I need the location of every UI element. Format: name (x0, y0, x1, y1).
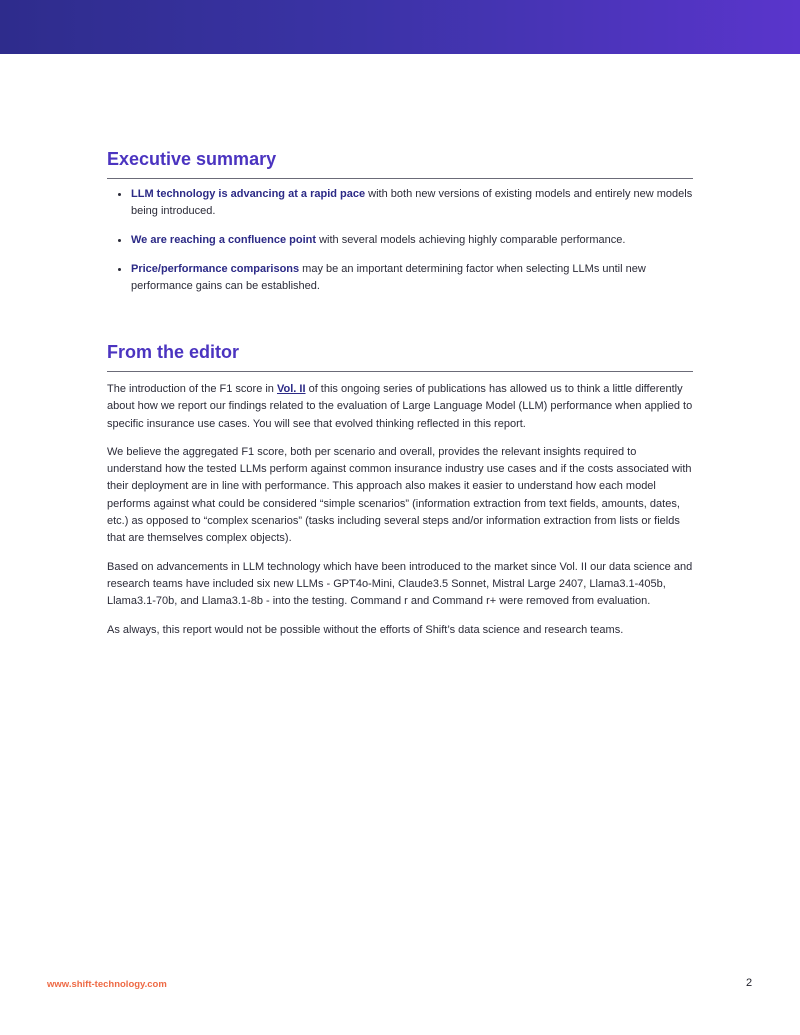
bullet-text: may be an important determining factor when selecting LLMs until new performance gains can be established. (131, 263, 646, 292)
bullet-text: with both new versions of existing models and entirely new models being introduced. (131, 188, 693, 217)
editor-paragraph-2: We believe the aggregated F1 score, both per scenario and overall, provides the relevant insights required to understand how the tested LLMs perform against common insurance industry use cases and if the costs associated with their deployment are in line with performance. This approach also makes it easier to understand how each model performs against what could be considered “simple scenarios” (information extraction from text fields, amounts, dates, etc.) as opposed to “complex scenarios” (tasks including several steps and/or information extraction from lists or fields that are themselves complex objects). (107, 445, 692, 545)
summary-bullet (107, 186, 693, 220)
from-the-editor-section (107, 341, 693, 650)
vol-ii-link[interactable]: Vol. II (276, 383, 306, 395)
editor-paragraph-3: Based on advancements in LLM technology which have been introduced to the market since Vol. II our data science and research teams have included six new LLMs - GPT4o-Mini, Claude3.5 Sonnet, Mistral Large 2407, Llama3.1-405b, Llama3.1-70b, and Llama3.1-8b - into the testing. Command r and Command r+ were removed from evaluation. (107, 560, 693, 608)
summary-bullet (107, 261, 693, 295)
paragraph-text: The introduction of the F1 score in (107, 383, 277, 395)
editor-paragraph-1 (107, 381, 693, 433)
page-number: 2 (746, 977, 753, 989)
header-band (0, 0, 800, 54)
bullet-lead: We are reaching a confluence point (131, 234, 317, 246)
footer-website-url: www.shift-technology.com (47, 979, 167, 990)
bullet-lead: LLM technology is advancing at a rapid pace (131, 188, 366, 200)
bullet-text: with several models achieving highly comparable performance. (316, 234, 626, 246)
executive-summary-section (107, 148, 693, 307)
summary-bullet (107, 232, 693, 249)
paragraph-text: of this ongoing series of publications has allowed us to think a little differently about how we report our findings related to the evaluation of Large Language Model (LLM) performance when applied to specific insurance use cases. You will see that evolved thinking reflected in this report. (107, 383, 693, 430)
executive-summary-heading: Executive summary (107, 148, 693, 179)
from-the-editor-heading: From the editor (107, 341, 693, 372)
summary-bullet-list (107, 186, 693, 295)
editor-body (107, 381, 693, 639)
editor-paragraph-4: As always, this report would not be possible without the efforts of Shift’s data science and research teams. (107, 623, 624, 636)
bullet-lead: Price/performance comparisons (131, 263, 300, 275)
